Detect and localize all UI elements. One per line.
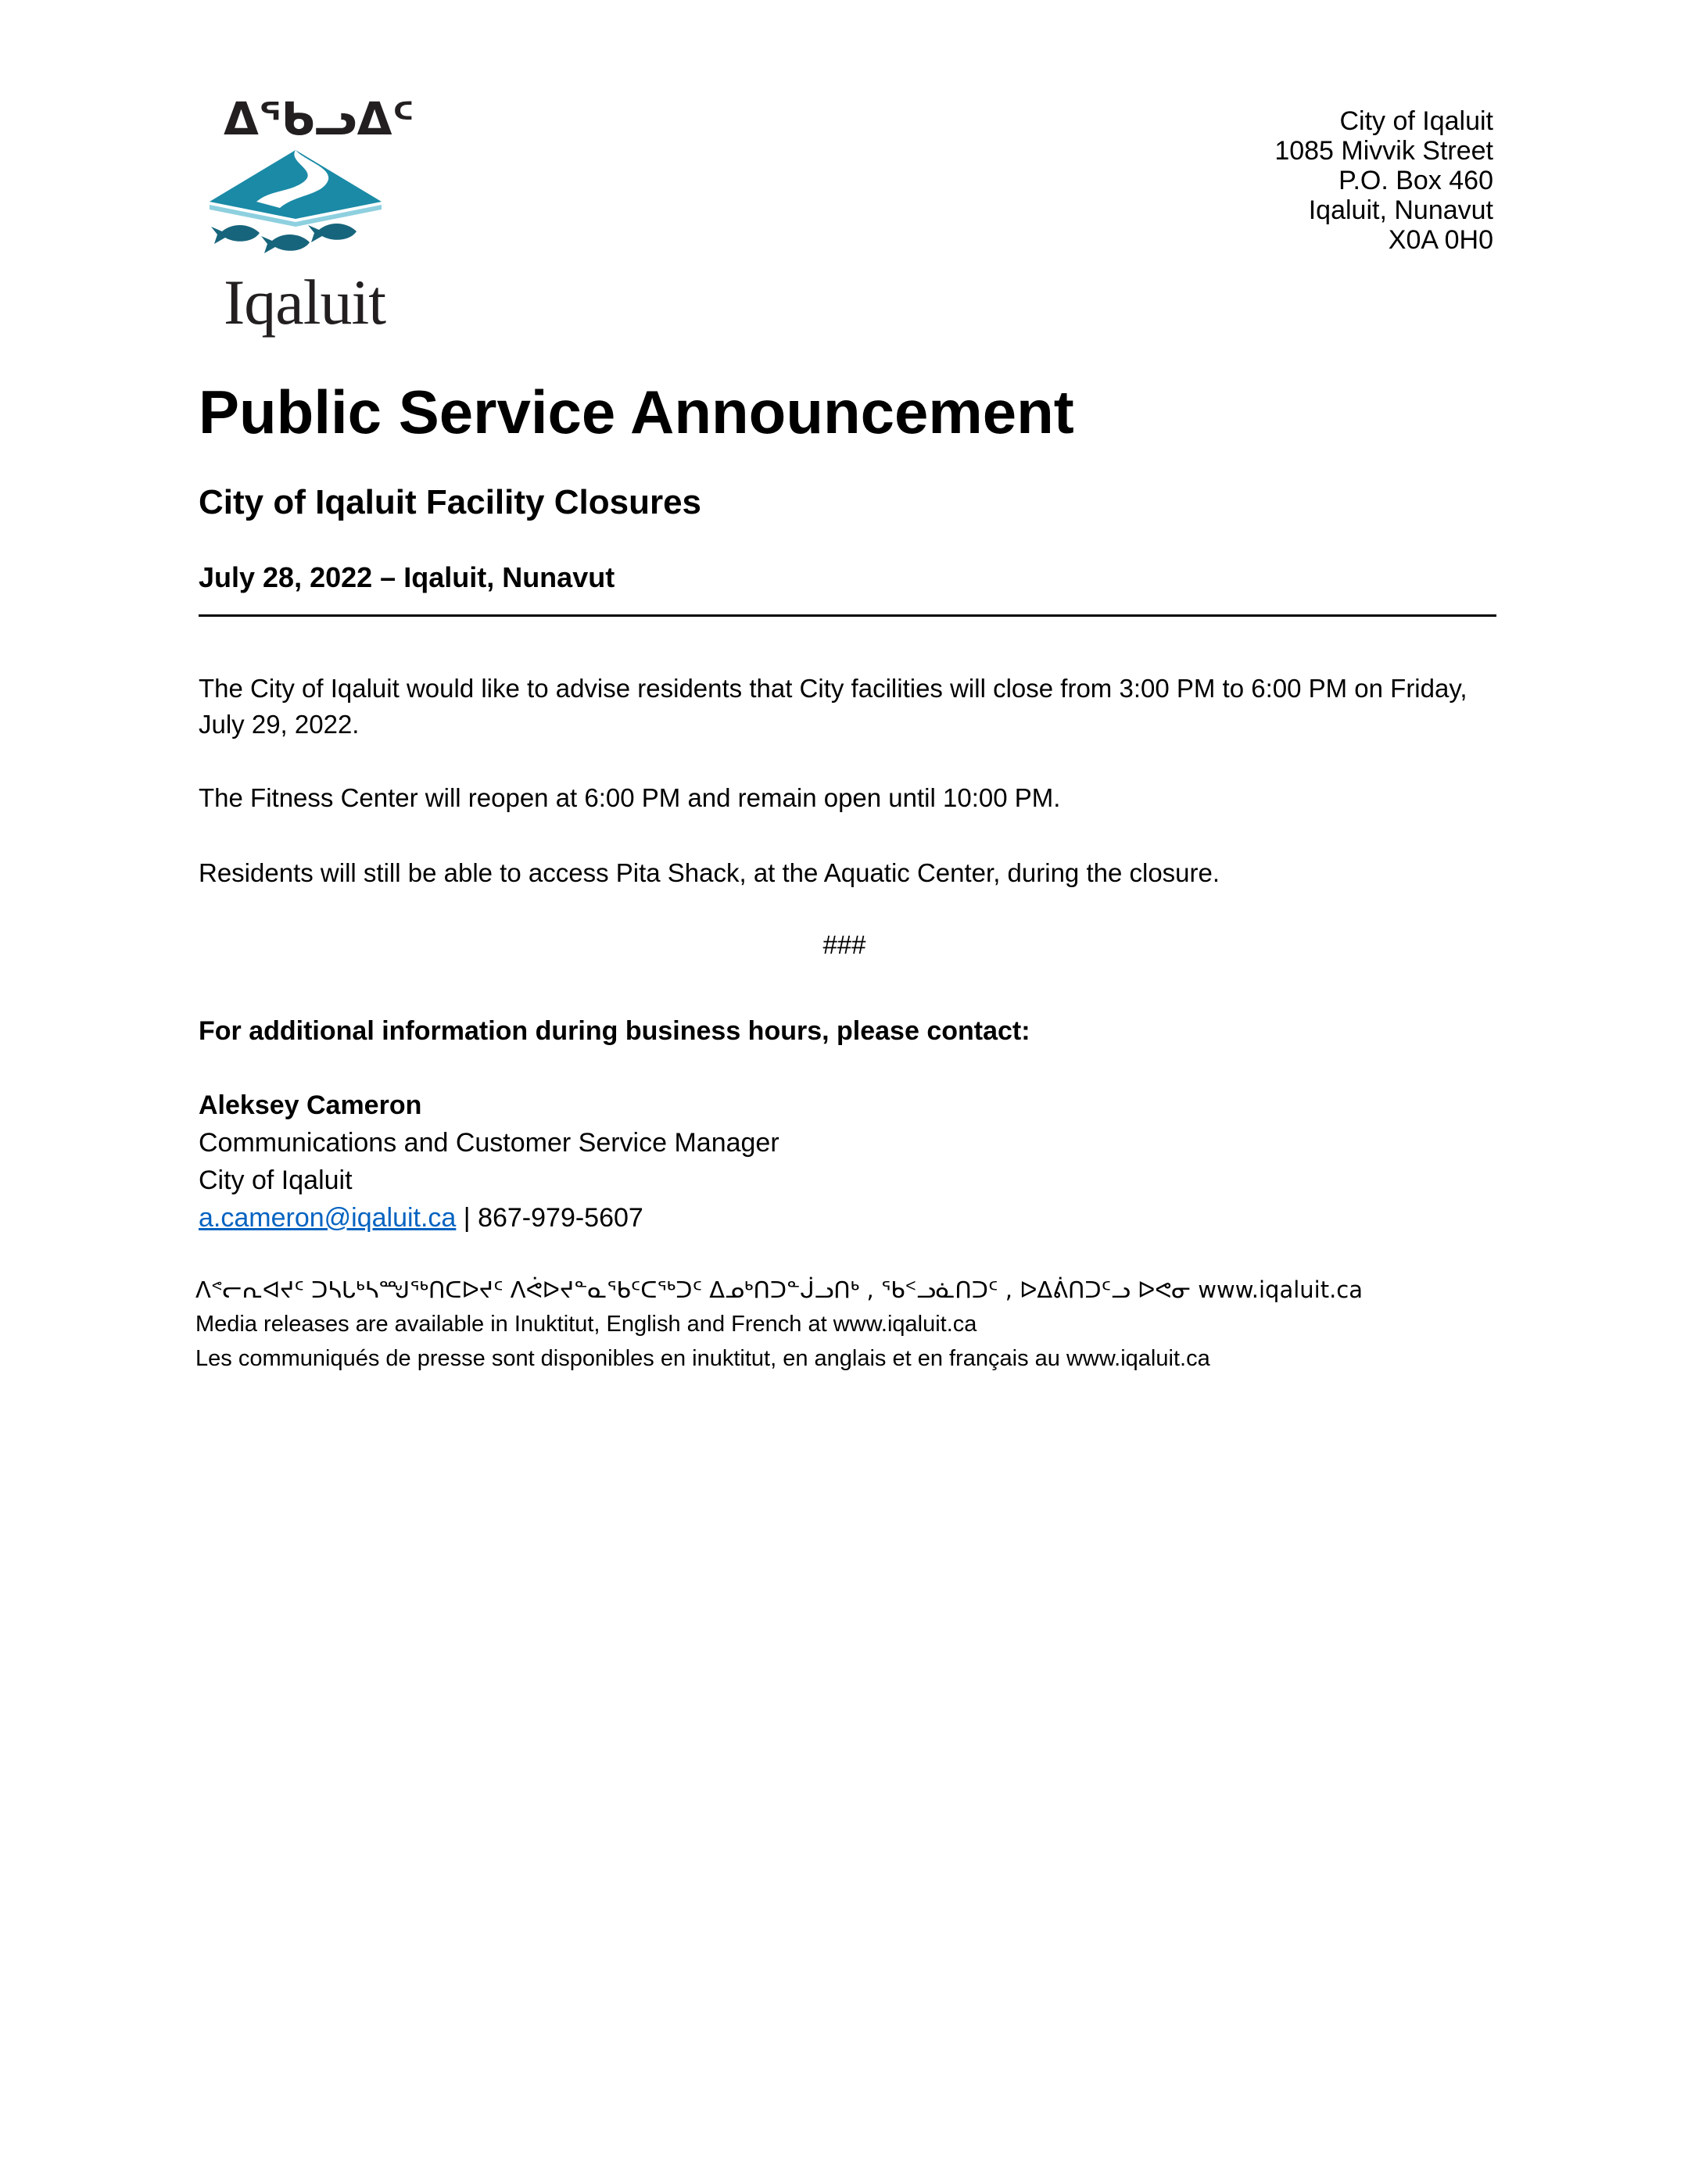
horizontal-divider <box>199 614 1496 617</box>
city-logo <box>194 92 414 342</box>
contact-details <box>199 1199 779 1237</box>
contact-divider: | <box>456 1203 478 1233</box>
dateline: July 28, 2022 – Iqaluit, Nunavut <box>199 561 615 593</box>
page-subtitle: City of Iqaluit Facility Closures <box>199 483 702 521</box>
end-separator: ### <box>822 930 866 959</box>
contact-organization: City of Iqaluit <box>199 1165 353 1195</box>
page-title: Public Service Announcement <box>199 378 1074 446</box>
address-line: X0A 0H0 <box>1388 225 1493 255</box>
logo-emblem-icon <box>202 147 389 264</box>
footer-notice <box>195 1273 1363 1376</box>
footer-french: Les communiqués de presse sont disponibles en inuktitut, en anglais et en français au www.iqaluit.ca <box>195 1346 1210 1371</box>
contact-role: Communications and Customer Service Manager <box>199 1128 779 1158</box>
address-line: 1085 Mivvik Street <box>1274 136 1493 166</box>
logo-syllabics: ᐃᖃᓗᐃᑦ <box>224 92 414 145</box>
body-paragraph: The Fitness Center will reopen at 6:00 PM and remain open until 10:00 PM. <box>199 783 1061 812</box>
address-line: Iqaluit, Nunavut <box>1308 195 1493 225</box>
contact-name: Aleksey Cameron <box>199 1090 422 1120</box>
body-paragraph: Residents will still be able to access Pita Shack, at the Aquatic Center, during the closure. <box>199 858 1220 887</box>
contact-phone: 867-979-5607 <box>478 1203 643 1233</box>
address-line: City of Iqaluit <box>1339 106 1493 136</box>
footer-inuktitut: ᐱᕝᓕᕆᐊᔪᑦ ᑐᓴᒐᒃᓴᙳᖅᑎᑕᐅᔪᑦ ᐱᕚᐅᔪᓐᓇᖃᑦᑕᖅᑐᑦ ᐃᓄᒃᑎᑐᓐᒎᓗᑎᒃ , ᖃᑉᓗᓈᑎᑐᑦ , ᐅᐃᕖᑎᑐᑦᓗ ᐅᕙᓂ www.iqaluit.ca <box>195 1276 1364 1303</box>
logo-wordmark: Iqaluit <box>224 267 386 338</box>
contact-block <box>199 1087 779 1237</box>
footer-english: Media releases are available in Inuktitut, English and French at www.iqaluit.ca <box>195 1312 977 1337</box>
body-paragraph: The City of Iqaluit would like to advise residents that City facilities will close from 3:00 PM to 6:00 PM on Friday, July 29, 2022. <box>199 674 1467 739</box>
address-line: P.O. Box 460 <box>1338 166 1493 195</box>
email-link[interactable]: a.cameron@iqaluit.ca <box>199 1203 457 1233</box>
mailing-address <box>1274 106 1493 255</box>
contact-heading: For additional information during business hours, please contact: <box>199 1016 1030 1046</box>
